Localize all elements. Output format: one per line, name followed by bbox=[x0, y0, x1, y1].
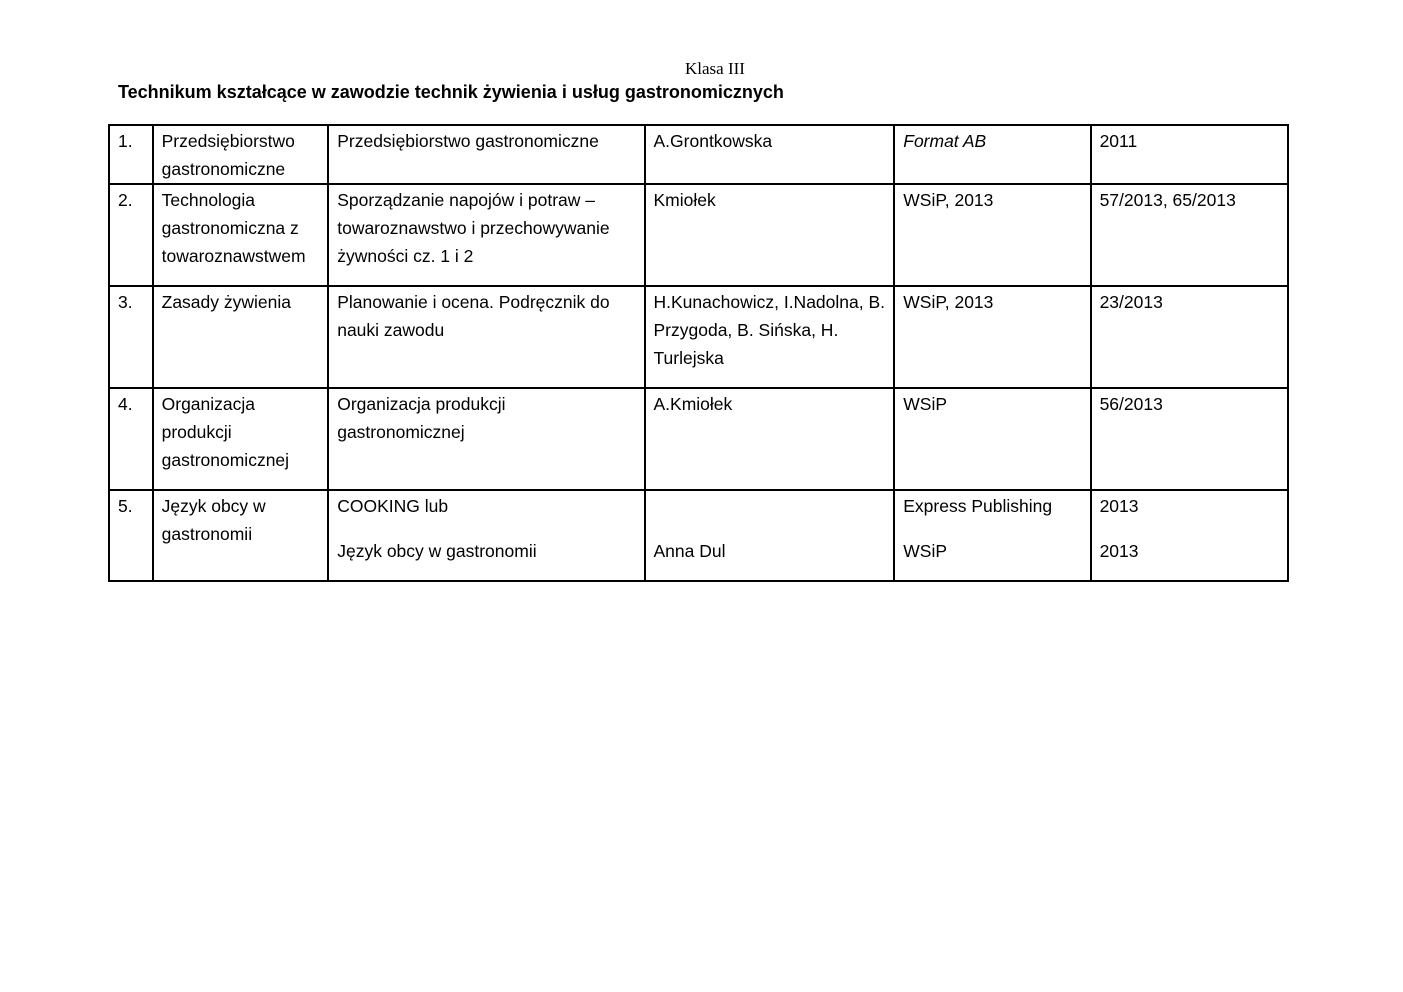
subject-cell: Język obcy w gastronomii bbox=[153, 490, 329, 581]
author-cell: H.Kunachowicz, I.Nadolna, B. Przygoda, B. Sińska, H. Turlejska bbox=[645, 286, 895, 388]
table-row bbox=[109, 184, 1288, 286]
title-cell: Przedsiębiorstwo gastronomiczne bbox=[328, 125, 644, 184]
author-line: Anna Dul bbox=[653, 541, 726, 561]
document-heading: Technikum kształcące w zawodzie technik żywienia i usług gastronomicznych bbox=[118, 82, 784, 102]
row-number: 2. bbox=[109, 184, 153, 286]
publisher-cell: WSiP, 2013 bbox=[894, 286, 1090, 388]
row-number: 5. bbox=[109, 490, 153, 581]
publisher-cell bbox=[894, 490, 1090, 581]
table-row bbox=[109, 388, 1288, 490]
publisher-cell: Format AB bbox=[894, 125, 1090, 184]
table-row bbox=[109, 286, 1288, 388]
subject-cell: Technologia gastronomiczna z towaroznawstwem bbox=[153, 184, 329, 286]
row-number: 3. bbox=[109, 286, 153, 388]
subject-cell: Organizacja produkcji gastronomicznej bbox=[153, 388, 329, 490]
number-cell: 23/2013 bbox=[1091, 286, 1288, 388]
class-title: Klasa III bbox=[685, 59, 745, 78]
title-cell: Organizacja produkcji gastronomicznej bbox=[328, 388, 644, 490]
title-line: COOKING lub bbox=[337, 496, 449, 516]
author-cell bbox=[645, 490, 895, 581]
publisher-cell: WSiP bbox=[894, 388, 1090, 490]
publisher-line: WSiP bbox=[903, 541, 947, 561]
title-cell bbox=[328, 490, 644, 581]
title-cell: Sporządzanie napojów i potraw – towaroznawstwo i przechowywanie żywności cz. 1 i 2 bbox=[328, 184, 644, 286]
number-line: 2013 bbox=[1099, 496, 1139, 516]
publisher-line: Express Publishing bbox=[903, 496, 1053, 516]
table-row bbox=[109, 125, 1288, 184]
subject-cell: Przedsiębiorstwo gastronomiczne bbox=[153, 125, 329, 184]
number-cell: 56/2013 bbox=[1091, 388, 1288, 490]
number-cell bbox=[1091, 490, 1288, 581]
publisher-cell: WSiP, 2013 bbox=[894, 184, 1090, 286]
title-cell: Planowanie i ocena. Podręcznik do nauki zawodu bbox=[328, 286, 644, 388]
row-number: 4. bbox=[109, 388, 153, 490]
title-line: Język obcy w gastronomii bbox=[337, 541, 537, 561]
author-cell: A.Kmiołek bbox=[645, 388, 895, 490]
textbook-table bbox=[108, 124, 1289, 582]
table-row bbox=[109, 490, 1288, 581]
number-cell: 2011 bbox=[1091, 125, 1288, 184]
number-line: 2013 bbox=[1099, 541, 1139, 561]
subject-cell: Zasady żywienia bbox=[153, 286, 329, 388]
author-cell: Kmiołek bbox=[645, 184, 895, 286]
number-cell: 57/2013, 65/2013 bbox=[1091, 184, 1288, 286]
row-number: 1. bbox=[109, 125, 153, 184]
author-cell: A.Grontkowska bbox=[645, 125, 895, 184]
